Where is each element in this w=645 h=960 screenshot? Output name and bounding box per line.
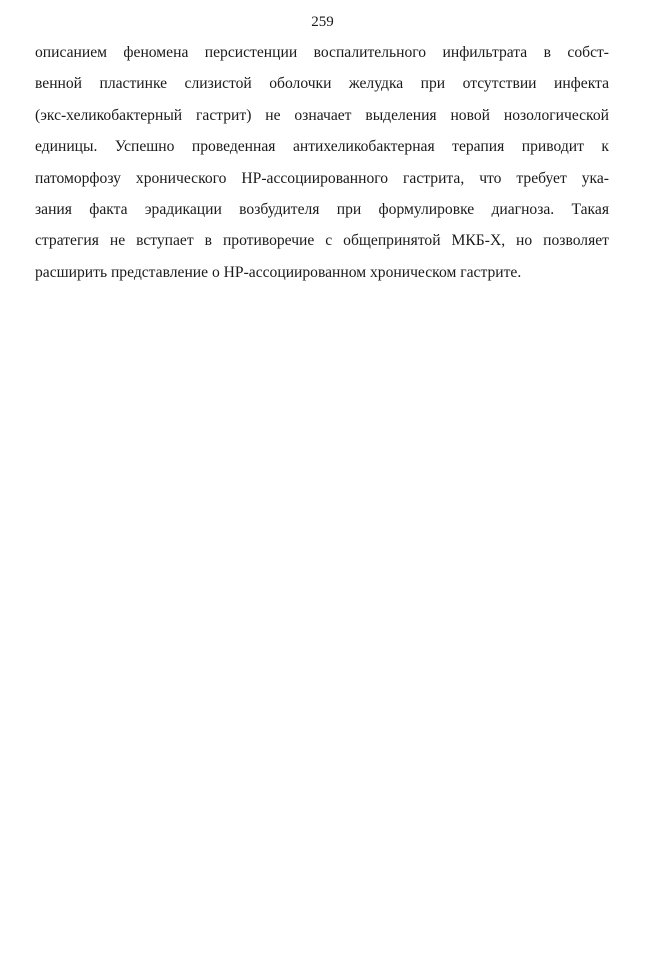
text-line: стратегия не вступает в противоречие с общепринятой МКБ-Х, но позволяет bbox=[35, 232, 609, 250]
text-line: патоморфозу хронического НР-ассоциированного гастрита, что требует ука- bbox=[35, 169, 609, 187]
text-line: венной пластинке слизистой оболочки желудка при отсутствии инфекта bbox=[35, 75, 609, 93]
text-line: (экс-хеликобактерный гастрит) не означает выделения новой нозологической bbox=[35, 106, 609, 124]
text-line: зания факта эрадикации возбудителя при формулировке диагноза. Такая bbox=[35, 200, 609, 218]
text-line: единицы. Успешно проведенная антихеликобактерная терапия приводит к bbox=[35, 138, 609, 156]
text-line: расширить представление о НР-ассоциированном хроническом гастрите. bbox=[35, 263, 522, 281]
text-line: описанием феномена персистенции воспалительного инфильтрата в собст- bbox=[35, 44, 609, 61]
body-paragraph bbox=[35, 37, 609, 288]
page-number: 259 bbox=[311, 14, 334, 30]
